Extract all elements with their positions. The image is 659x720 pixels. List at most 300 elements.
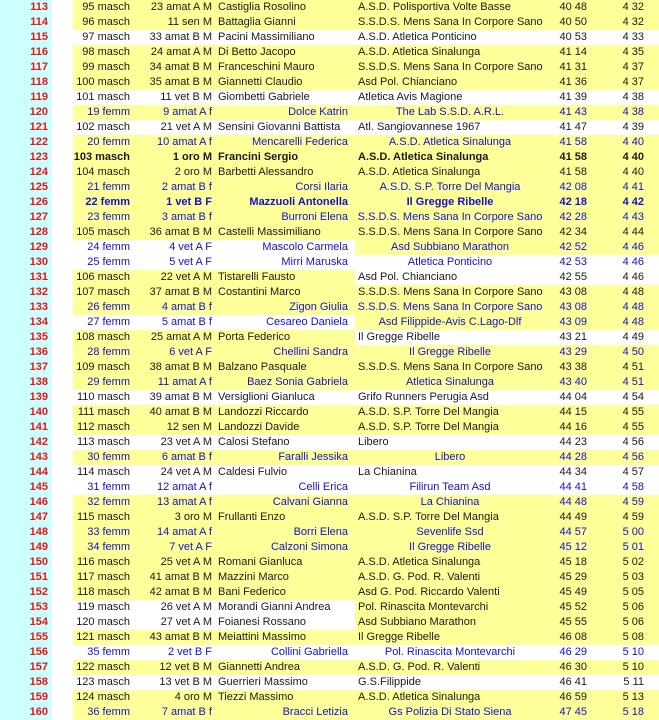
runner-name: Giombetti Gabriele (218, 91, 310, 103)
pace: 4 59 (622, 496, 644, 508)
row-left-section (73, 315, 355, 330)
finish-time: 44 23 (559, 436, 587, 448)
gutter-spacer (52, 135, 73, 150)
pace: 5 05 (622, 586, 644, 598)
gender-rank: 116 masch (77, 556, 130, 568)
runner-name: Collini Gabriella (270, 646, 348, 658)
gutter-spacer (52, 195, 73, 210)
gutter-spacer (52, 630, 73, 645)
gutter-spacer (52, 360, 73, 375)
team-name: La Chianina (420, 496, 480, 508)
row-left-section (73, 360, 355, 375)
gender-rank: 112 masch (77, 421, 130, 433)
pace: 4 51 (622, 361, 644, 373)
position-number: 140 (0, 405, 52, 420)
row-left-section (73, 165, 355, 180)
row-left-section (73, 180, 355, 195)
team-name: Pol. Rinascita Montevarchi (358, 601, 489, 613)
category-rank: 41 amat B M (149, 571, 212, 583)
position-number: 147 (0, 510, 52, 525)
gender-rank: 121 masch (76, 631, 130, 643)
gutter-spacer (52, 405, 73, 420)
gutter-spacer (52, 390, 73, 405)
pace: 4 32 (622, 1, 644, 13)
row-left-section (73, 570, 355, 585)
team-name: Il Gregge Ribelle (358, 631, 440, 643)
row-left-section (73, 645, 355, 660)
gutter-spacer (52, 705, 73, 720)
finish-time: 46 08 (559, 631, 587, 643)
gutter-spacer (52, 315, 73, 330)
table-row (0, 255, 659, 270)
category-rank: 6 vet A F (169, 346, 212, 358)
category-rank: 11 amat A f (157, 376, 212, 388)
gender-rank: 109 masch (76, 361, 130, 373)
pace: 4 55 (622, 406, 644, 418)
gender-rank: 36 femm (87, 706, 130, 718)
row-right-section (355, 210, 659, 225)
team-name: La Chianina (358, 466, 417, 478)
category-rank: 25 amat A M (150, 331, 212, 343)
runner-name: Mascolo Carmela (262, 241, 348, 253)
finish-time: 44 15 (559, 406, 587, 418)
team-name: A.S.D. Atletica Sinalunga (358, 46, 481, 58)
gender-rank: 34 femm (87, 541, 130, 553)
runner-name: Landozzi Davide (218, 421, 300, 433)
row-right-section (355, 630, 659, 645)
position-number: 155 (0, 630, 52, 645)
finish-time: 44 04 (559, 391, 587, 403)
pace: 5 13 (622, 691, 644, 703)
table-row (0, 615, 659, 630)
gutter-spacer (52, 210, 73, 225)
pace: 5 00 (622, 526, 644, 538)
team-name: Grifo Runners Perugia Asd (358, 391, 489, 403)
row-right-section (355, 315, 659, 330)
team-name: A.S.D. Polisportiva Volte Basse (358, 1, 511, 13)
table-row (0, 105, 659, 120)
runner-name: Meiattini Massimo (218, 631, 307, 643)
row-left-section (73, 120, 355, 135)
runner-name: Frullanti Enzo (218, 511, 286, 523)
table-row (0, 0, 659, 15)
row-left-section (73, 540, 355, 555)
finish-time: 43 21 (559, 331, 587, 343)
table-row (0, 60, 659, 75)
table-row (0, 345, 659, 360)
finish-time: 41 43 (559, 106, 587, 118)
runner-name: Faralli Jessika (278, 451, 348, 463)
gutter-spacer (52, 300, 73, 315)
pace: 4 50 (622, 346, 644, 358)
gutter-spacer (52, 465, 73, 480)
pace: 4 32 (622, 16, 644, 28)
pace: 4 46 (622, 256, 644, 268)
gender-rank: 104 masch (76, 166, 130, 178)
category-rank: 35 amat B M (149, 76, 212, 88)
category-rank: 3 oro M (174, 511, 212, 523)
team-name: Sevenlife Ssd (416, 526, 484, 538)
runner-name: Baez Sonia Gabriela (247, 376, 348, 388)
row-right-section (355, 570, 659, 585)
runner-name: Giannetti Andrea (218, 661, 300, 673)
gender-rank: 20 femm (87, 136, 130, 148)
position-number: 130 (0, 255, 52, 270)
row-right-section (355, 390, 659, 405)
runner-name: Mencarelli Federica (252, 136, 348, 148)
position-number: 157 (0, 660, 52, 675)
row-left-section (73, 255, 355, 270)
row-right-section (355, 30, 659, 45)
pace: 4 43 (622, 211, 644, 223)
gutter-spacer (52, 540, 73, 555)
finish-time: 43 09 (559, 316, 587, 328)
row-left-section (73, 225, 355, 240)
gutter-spacer (52, 30, 73, 45)
category-rank: 4 amat B f (161, 301, 212, 313)
row-right-section (355, 270, 659, 285)
row-left-section (73, 30, 355, 45)
gender-rank: 31 femm (87, 481, 130, 493)
gender-rank: 24 femm (87, 241, 130, 253)
position-number: 133 (0, 300, 52, 315)
position-number: 128 (0, 225, 52, 240)
gutter-spacer (52, 600, 73, 615)
gender-rank: 26 femm (87, 301, 130, 313)
table-row (0, 525, 659, 540)
table-row (0, 45, 659, 60)
team-name: Atletica Ponticino (407, 256, 493, 268)
position-number: 160 (0, 705, 52, 720)
runner-name: Zigon Giulia (289, 301, 348, 313)
position-number: 117 (0, 60, 52, 75)
category-rank: 33 amat B M (149, 31, 212, 43)
table-row (0, 690, 659, 705)
row-left-section (73, 105, 355, 120)
finish-time: 41 58 (559, 136, 587, 148)
table-row (0, 150, 659, 165)
row-right-section (355, 555, 659, 570)
gutter-spacer (52, 450, 73, 465)
pace: 4 37 (622, 61, 644, 73)
position-number: 149 (0, 540, 52, 555)
gutter-spacer (52, 660, 73, 675)
table-row (0, 480, 659, 495)
runner-name: Barbetti Alessandro (218, 166, 314, 178)
row-right-section (355, 585, 659, 600)
team-name: Il Gregge Ribelle (409, 346, 491, 358)
gutter-spacer (52, 0, 73, 15)
table-row (0, 360, 659, 375)
pace: 5 10 (622, 646, 644, 658)
gutter-spacer (52, 270, 73, 285)
table-row (0, 15, 659, 30)
position-number: 132 (0, 285, 52, 300)
gutter-spacer (52, 420, 73, 435)
position-number: 136 (0, 345, 52, 360)
gender-rank: 120 masch (76, 616, 130, 628)
row-right-section (355, 345, 659, 360)
position-number: 121 (0, 120, 52, 135)
gutter-spacer (52, 105, 73, 120)
finish-time: 44 34 (559, 466, 587, 478)
row-left-section (73, 450, 355, 465)
runner-name: Foianesi Rossano (218, 616, 307, 628)
position-number: 150 (0, 555, 52, 570)
finish-time: 45 12 (559, 541, 587, 553)
category-rank: 13 amat A f (156, 496, 212, 508)
category-rank: 12 amat A f (156, 481, 212, 493)
row-right-section (355, 150, 659, 165)
table-row (0, 600, 659, 615)
gender-rank: 33 femm (87, 526, 130, 538)
row-right-section (355, 615, 659, 630)
row-right-section (355, 330, 659, 345)
finish-time: 43 38 (559, 361, 587, 373)
table-row (0, 405, 659, 420)
finish-time: 41 58 (559, 151, 587, 163)
team-name: Asd Pol. Chianciano (358, 271, 458, 283)
finish-time: 40 50 (559, 16, 587, 28)
runner-name: Tistarelli Fausto (218, 271, 296, 283)
pace: 4 40 (622, 166, 644, 178)
finish-time: 44 49 (559, 511, 587, 523)
runner-name: Mazzini Marco (218, 571, 289, 583)
category-rank: 23 amat A M (150, 1, 212, 13)
row-left-section (73, 75, 355, 90)
row-left-section (73, 210, 355, 225)
finish-time: 45 18 (559, 556, 587, 568)
finish-time: 43 29 (559, 346, 587, 358)
row-left-section (73, 390, 355, 405)
row-right-section (355, 15, 659, 30)
gender-rank: 96 masch (82, 16, 130, 28)
finish-time: 41 31 (559, 61, 587, 73)
pace: 4 44 (622, 226, 644, 238)
position-number: 152 (0, 585, 52, 600)
position-number: 126 (0, 195, 52, 210)
team-name: S.S.D.S. Mens Sana In Corpore Sano (358, 361, 543, 373)
gutter-spacer (52, 45, 73, 60)
finish-time: 44 41 (559, 481, 587, 493)
pace: 4 51 (622, 376, 644, 388)
category-rank: 7 amat B f (161, 706, 212, 718)
gutter-spacer (52, 120, 73, 135)
pace: 4 57 (622, 466, 644, 478)
team-name: Atletica Sinalunga (405, 376, 495, 388)
table-row (0, 195, 659, 210)
gender-rank: 28 femm (87, 346, 130, 358)
table-row (0, 495, 659, 510)
table-row (0, 120, 659, 135)
pace: 4 33 (622, 31, 644, 43)
row-right-section (355, 255, 659, 270)
position-number: 123 (0, 150, 52, 165)
row-left-section (73, 420, 355, 435)
row-right-section (355, 465, 659, 480)
category-rank: 5 vet A F (169, 256, 212, 268)
table-row (0, 435, 659, 450)
gender-rank: 27 femm (87, 316, 130, 328)
team-name: S.S.D.S. Mens Sana In Corpore Sano (358, 286, 543, 298)
row-right-section (355, 525, 659, 540)
team-name: A.S.D. Atletica Ponticino (358, 31, 477, 43)
category-rank: 3 amat B f (161, 211, 212, 223)
position-number: 141 (0, 420, 52, 435)
runner-name: Calzoni Simona (270, 541, 348, 553)
row-right-section (355, 375, 659, 390)
position-number: 154 (0, 615, 52, 630)
finish-time: 42 55 (559, 271, 587, 283)
table-row (0, 705, 659, 720)
gutter-spacer (52, 240, 73, 255)
finish-time: 42 34 (559, 226, 587, 238)
table-row (0, 135, 659, 150)
gender-rank: 25 femm (87, 256, 130, 268)
category-rank: 11 vet B M (160, 91, 212, 103)
finish-time: 40 48 (559, 1, 587, 13)
pace: 4 46 (622, 271, 644, 283)
category-rank: 25 vet A M (160, 556, 212, 568)
table-row (0, 465, 659, 480)
position-number: 153 (0, 600, 52, 615)
category-rank: 1 oro M (172, 151, 212, 163)
row-right-section (355, 240, 659, 255)
gutter-spacer (52, 690, 73, 705)
position-number: 122 (0, 135, 52, 150)
pace: 4 46 (622, 241, 644, 253)
row-right-section (355, 0, 659, 15)
team-name: Asd Subbiano Marathon (390, 241, 510, 253)
row-right-section (355, 480, 659, 495)
table-row (0, 180, 659, 195)
team-name: Asd Subbiano Marathon (358, 616, 477, 628)
pace: 4 38 (622, 106, 644, 118)
row-left-section (73, 510, 355, 525)
runner-name: Balzano Pasquale (218, 361, 307, 373)
row-left-section (73, 270, 355, 285)
table-row (0, 630, 659, 645)
table-row (0, 210, 659, 225)
row-left-section (73, 150, 355, 165)
gender-rank: 23 femm (87, 211, 130, 223)
row-right-section (355, 75, 659, 90)
finish-time: 40 53 (559, 31, 587, 43)
pace: 4 37 (622, 76, 644, 88)
gender-rank: 117 masch (77, 571, 130, 583)
finish-time: 42 28 (559, 211, 587, 223)
row-right-section (355, 300, 659, 315)
table-row (0, 165, 659, 180)
category-rank: 24 vet A M (160, 466, 212, 478)
table-row (0, 390, 659, 405)
pace: 4 59 (622, 511, 644, 523)
runner-name: Bani Federico (218, 586, 286, 598)
team-name: Pol. Rinascita Montevarchi (384, 646, 516, 658)
gender-rank: 22 femm (85, 196, 130, 208)
finish-time: 46 30 (559, 661, 587, 673)
position-number: 158 (0, 675, 52, 690)
table-row (0, 315, 659, 330)
table-row (0, 225, 659, 240)
category-rank: 5 amat B f (161, 316, 212, 328)
runner-name: Mirri Maruska (281, 256, 348, 268)
position-number: 131 (0, 270, 52, 285)
position-number: 142 (0, 435, 52, 450)
gender-rank: 19 femm (87, 106, 130, 118)
finish-time: 46 41 (559, 676, 587, 688)
finish-time: 42 18 (559, 196, 587, 208)
position-number: 159 (0, 690, 52, 705)
table-row (0, 90, 659, 105)
row-right-section (355, 450, 659, 465)
gender-rank: 114 masch (77, 466, 130, 478)
position-number: 148 (0, 525, 52, 540)
category-rank: 37 amat B M (149, 286, 212, 298)
category-rank: 13 vet B M (159, 676, 212, 688)
row-left-section (73, 285, 355, 300)
pace: 4 58 (622, 481, 644, 493)
team-name: A.S.D. Atletica Sinalunga (358, 556, 481, 568)
category-rank: 7 vet A F (169, 541, 212, 553)
position-number: 124 (0, 165, 52, 180)
category-rank: 2 oro M (174, 166, 212, 178)
team-name: A.S.D. S.P. Torre Del Mangia (358, 406, 499, 418)
position-number: 138 (0, 375, 52, 390)
runner-name: Castelli Massimiliano (218, 226, 321, 238)
gender-rank: 106 masch (76, 271, 130, 283)
finish-time: 46 29 (559, 646, 587, 658)
gutter-spacer (52, 585, 73, 600)
runner-name: Calvani Gianna (272, 496, 348, 508)
pace: 4 54 (622, 391, 644, 403)
gender-rank: 115 masch (77, 511, 130, 523)
gutter-spacer (52, 60, 73, 75)
runner-name: Celli Erica (298, 481, 348, 493)
finish-time: 42 52 (559, 241, 587, 253)
table-row (0, 330, 659, 345)
finish-time: 45 49 (559, 586, 587, 598)
finish-time: 41 47 (559, 121, 587, 133)
team-name: S.S.D.S. Mens Sana In Corpore Sano (358, 16, 543, 28)
row-right-section (355, 405, 659, 420)
position-number: 129 (0, 240, 52, 255)
finish-time: 45 29 (559, 571, 587, 583)
row-right-section (355, 120, 659, 135)
category-rank: 4 oro M (174, 691, 212, 703)
team-name: A.S.D. S.P. Torre Del Mangia (379, 181, 521, 193)
gender-rank: 118 masch (77, 586, 130, 598)
finish-time: 44 57 (559, 526, 587, 538)
table-row (0, 510, 659, 525)
pace: 5 10 (622, 661, 644, 673)
gutter-spacer (52, 345, 73, 360)
team-name: A.S.D. S.P. Torre Del Mangia (358, 511, 499, 523)
gender-rank: 108 masch (76, 331, 130, 343)
row-left-section (73, 495, 355, 510)
pace: 4 40 (622, 136, 644, 148)
row-right-section (355, 195, 659, 210)
gutter-spacer (52, 570, 73, 585)
gutter-spacer (52, 255, 73, 270)
runner-name: Landozzi Riccardo (218, 406, 309, 418)
row-right-section (355, 225, 659, 240)
row-left-section (73, 615, 355, 630)
position-number: 115 (0, 30, 52, 45)
row-left-section (73, 600, 355, 615)
gutter-spacer (52, 330, 73, 345)
gender-rank: 105 masch (76, 226, 130, 238)
